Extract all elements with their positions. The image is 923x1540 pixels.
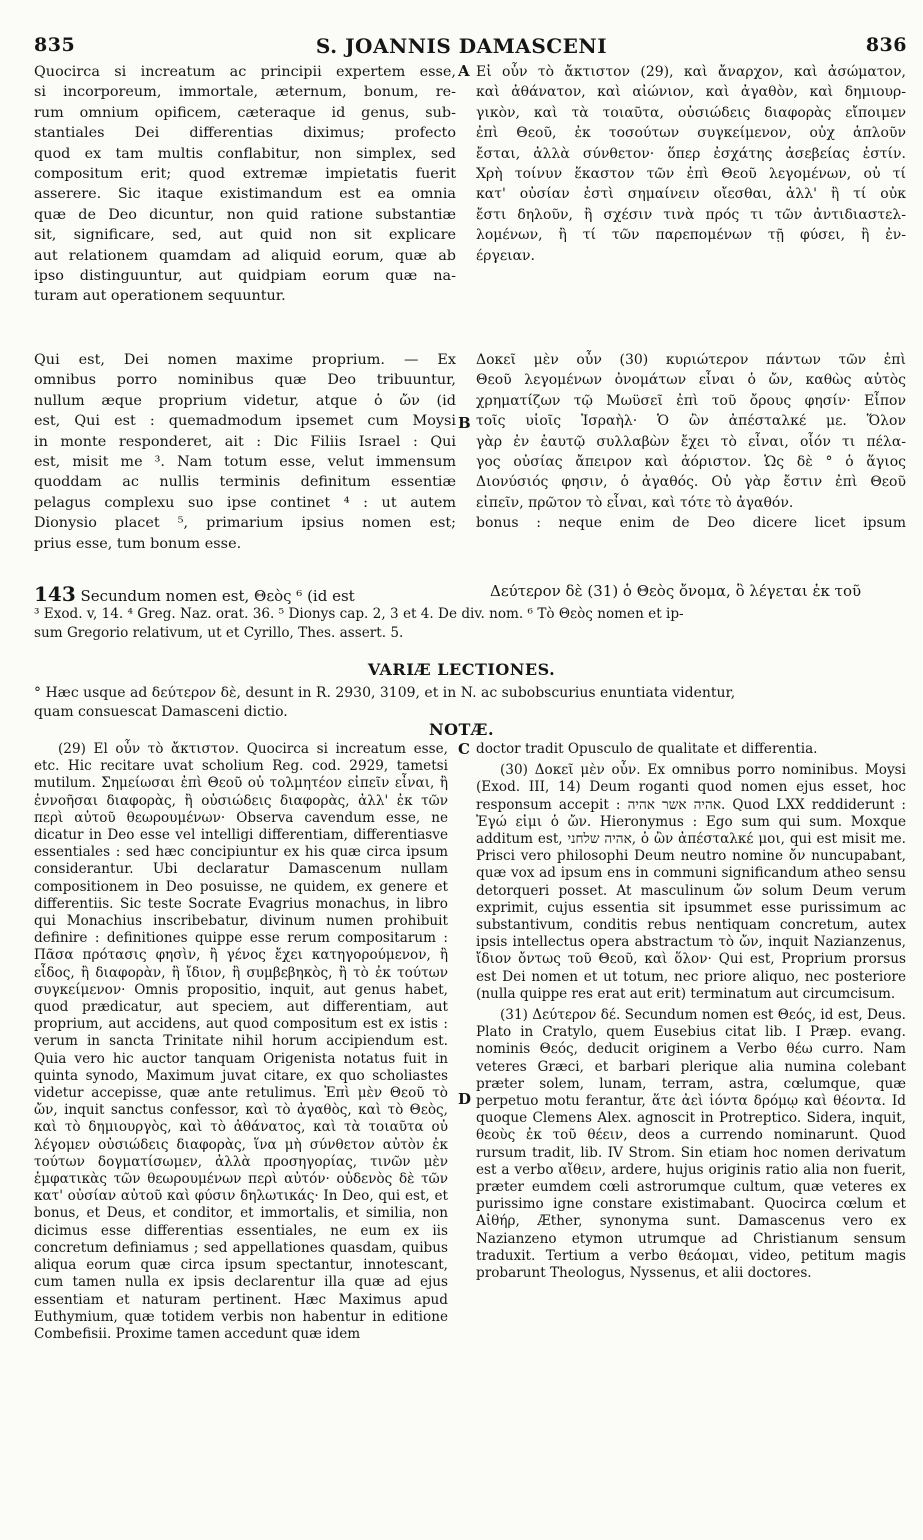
text-line: quoddam ac nullis terminis definitum essentiæ [34, 474, 456, 491]
text-line: εἰπεῖν, πρῶτον τὸ εἶναι, καὶ τότε τὸ ἀγαθόν. [476, 494, 794, 511]
text-line: ἔστι δηλοῦν, ἢ σχέσιν τινὰ πρός τι τῶν ἀντιδιαστελ- [476, 206, 906, 223]
text-line: Qui est, Dei nomen maxime proprium. — Ex [34, 352, 456, 368]
text-line: καὶ ἀθάνατον, καὶ αἰώνιον, καὶ ἀγαθὸν, καὶ δημιουρ- [476, 84, 906, 101]
text-line: γος οὐσίας ἄπειρον καὶ ἀόριστον. Ὡς δὲ ° ὁ ἅγιος [476, 454, 906, 471]
section-line-latin [34, 582, 355, 606]
margin-letter-a: A [458, 62, 470, 80]
latin-paragraph-2 [34, 350, 456, 554]
text-line: omnibus porro nominibus quæ Deo tribuuntur, [34, 372, 456, 389]
variae-lectiones [34, 684, 894, 722]
note-30: (30) Δοκεῖ μὲν οὖν. Ex omnibus porro nominibus. Moysi (Exod. III, 14) Deum roganti quod nomen ejus esset, hoc responsum accepit : אהיה אשר אהיה. Quod LXX reddiderunt : Ἐγώ εἰμι ὁ ὤν. Hieronymus : Ego sum qui sum. Moxque additum est, אהיה שלחני, ὁ ὢν ἀπέσταλκέ μοι, qui est misit me. Prisci vero philosophi Deum neutro nomine ὄν nuncupabant, quæ vox ad ipsum ens in communi significandum atheo sensu detorqueri posset. At masculinum ὤν solum Deum verum exprimit, cujus essentia sit ipsummet esse purissimum ac substantivum, conditis rebus nentiquam concretum, autex ipsis intellectus opera abstractum τὸ ὤν, inquit Nazianzenus, ἴδιον ὄντως τοῦ Θεοῦ, καὶ ὅλον· Qui est, Proprium prorsus est Dei nomen et ut totum, nec priore aliquo, nec posteriore (nulla quippe res erat aut erit) terminatum aut circumcisum. [476, 762, 906, 1002]
text-line: γικὸν, καὶ τὰ τοιαῦτα, οὐσιώδεις διαφορὰς εἴποιμεν [476, 104, 906, 121]
text-line: Quocirca si increatum ac principii expertem esse, [34, 64, 456, 80]
note-continuation: doctor tradit Opusculo de qualitate et differentia. [476, 741, 818, 757]
footnote-line: ³ Exod. v, 14. ⁴ Greg. Naz. orat. 36. ⁵ Dionys cap. 2, 3 et 4. De div. nom. ⁶ Τὸ Θεὸς nomen et ip- [34, 606, 684, 622]
text-line: stantiales Dei differentias diximus; profecto [34, 125, 456, 142]
greek-paragraph-1 [476, 62, 906, 266]
page-number-right: 836 [865, 34, 907, 56]
variae-heading: VARIÆ LECTIONES. [367, 660, 556, 679]
text-line: rum omnium opificem, cæteraque id genus, sub- [34, 104, 456, 121]
text-line: quod ex tam multis conflabitur, non simplex, sed [34, 145, 456, 162]
note-29: (29) El οὖν τὸ ἄκτιστον. Quocirca si increatum esse, etc. Hic recitare uvat scholium Reg. cod. 2929, tametsi mutilum. Σημείωσαι ἐπὶ Θεοῦ οὐ τολμητέον εἰπεῖν εἶναι, ἢ ἐννοῆσαι διαφορὰς, ἢ οὐσιώδεις διαφορὰς, ἀλλ' ἐκ τῶν περὶ αὐτοῦ θεωρουμένων· Observa cavendum esse, ne dicatur in Deo esse vel intelligi differentiam, differentiasve essentiales : sed hæc concipiuntur ex his quæ circa ipsum considerantur. Ubi declaratur Damascenum nullam compositionem in Deo posuisse, ne quidem, ex genere et differentiis. Sic teste Socrate Evagrius monachus, in libro qui Monachius inscribebatur, divinum numen prohibuit definire : definitiones quippe esse rerum compositarum : Πᾶσα πρότασις φησὶν, ἢ γένος ἔχει κατηγορούμενον, ἢ εἶδος, ἢ διαφορὰν, ἢ ἴδιον, ἢ συμβεβηκὸς, ἢ τὸ ἐκ τούτων συγκείμενον· Omnis propositio, inquit, aut genus habet, quod prædicatur, aut speciem, aut differentiam, aut proprium, aut accidens, aut quod compositum est ex istis : verum in sancta Trinitate nihil horum accipiendum est. Quia vero hic auctor tanquam Origenista notatus fuit in quinta synodo, Maximum juvat citare, ex quo scholiastes videtur accepisse, quæ ante retulimus. Ἐπὶ μὲν Θεοῦ τὸ ὤν, inquit sanctus confessor, καὶ τὸ ἀγαθὸς, καὶ τὸ Θεὸς, καὶ τὸ δημιουργὸς, καὶ τὸ ἀθάνατος, καὶ τὰ τοιαῦτα οὐ λέγομεν οὐσιώδεις διαφορὰς, ἵνα μὴ σύνθετον αὐτὸν ἐκ τούτων δογματίσωμεν, ἀλλὰ προσηγορίας, τινῶν μὲν ἐμφατικὰς τῶν θεωρουμένων περὶ αὐτόν· οὐδενὸς δὲ τῶν κατ' οὐσίαν αὐτοῦ καὶ φύσιν δηλωτικάς· In Deo, qui est, et bonus, et Deus, et conditor, et immortalis, et similia, non dicimus esse differentias essentiales, ne eum ex iis concretum definiamus ; sed appellationes quasdam, quibus aliqua eorum quæ circa ipsum spectantur, innotescant, cum tamen nulla ex ipsis declarentur illa quæ ad ejus essentiam et naturam pertinent. Hæc Maximus apud Euthymium, quæ totidem verbis non habentur in editione Combefisii. Proxime tamen accedunt quæ idem [34, 741, 448, 1342]
text-line: est, Qui est : quemadmodum ipsemet cum Moysi [34, 413, 456, 430]
text-line: est, misit me ³. Nam totum esse, velut immensum [34, 454, 456, 471]
section-number: 143 [34, 582, 76, 606]
text-line: asserere. Sic itaque existimandum est ea omnia [34, 186, 456, 203]
text-line: compositum erit; quod extremæ impietatis fuerit [34, 166, 456, 183]
margin-letter-d: D [458, 1090, 472, 1108]
text-line: si incorporeum, immortale, æternum, bonum, re- [34, 84, 456, 101]
variant-line: quam consuescat Damasceni dictio. [34, 704, 288, 720]
text-line: έργειαν. [476, 247, 536, 264]
text-line: aut relationem quamdam ad aliquid eorum, quæ ab [34, 247, 456, 264]
section-line-greek: Δεύτερον δὲ (31) ὁ Θεὸς ὄνομα, ὃ λέγεται ἐκ τοῦ [490, 582, 862, 600]
running-title: S. JOANNIS DAMASCENI [315, 34, 608, 58]
text-line: ipso distinguuntur, aut quidpiam eorum quæ na- [34, 268, 456, 285]
text-line: sit, significare, sed, aut quid non sit explicare [34, 227, 456, 244]
text-line: Dionysio placet ⁵, primarium ipsius nomen est; [34, 515, 456, 532]
notes-right-column [476, 741, 906, 1286]
text-line: ἐπὶ Θεοῦ, ἐκ τοσούτων συγκείμενον, οὐχ ἁπλοῦν [476, 125, 906, 142]
text-line: κατ' οὐσίαν ἐστὶ σημαίνειν οἴεσθαι, ἀλλ' ἢ τί οὐκ [476, 186, 906, 203]
text-line: χρηματίζων τῷ Μωϋσεῖ ἐπὶ τοῦ ὄρους φησίν· Εἶπον [476, 392, 906, 409]
footnotes [34, 605, 894, 643]
footnote-line: sum Gregorio relativum, ut et Cyrillo, Thes. assert. 5. [34, 625, 404, 641]
margin-letter-b: B [458, 414, 471, 432]
note-31: (31) Δεύτερον δέ. Secundum nomen est Θεός, id est, Deus. Plato in Cratylo, quem Eusebius citat lib. I Præp. evang. nominis Θεός, deducit originem a Verbo θέω curro. Nam veteres Græci, et barbari plerique alia numina colebant præter solem, lunam, terram, astra, cœlumque, quæ perpetuo motu ferantur, ἅτε ἀεὶ ἰόντα δρόμῳ καὶ θέοντα. Id quoque Clemens Alex. agnoscit in Protreptico. Sidera, inquit, θεοὺς ἐκ τοῦ θέειν, deos a currendo nominarunt. Quod rursum tradit, lib. IV Strom. Sin etiam hoc nomen derivatum est a verbo αἴθειν, ardere, hujus originis ratio alia non fuerit, præter eumdem cœli astrorumque cultum, quæ veteres ex purissimo igne constare existimabant. Quocirca cœlum et Αἰθήρ, Æther, synonyma sunt. Damascenus vero ex Nazianzeno etymon utrumque ad Christianum sensum traduxit. Tertium a verbo θεάομαι, video, petitum magis probarunt Theologus, Nyssenus, et alii doctores. [476, 1007, 906, 1282]
text-line: ἔσται, ἀλλὰ σύνθετον· ὅπερ ἐσχάτης ἀσεβείας ἐστίν. [476, 145, 906, 162]
text-line: τοῖς υἱοῖς Ἰσραὴλ· Ὁ ὢν ἀπέσταλκέ με. Ὅλον [476, 413, 906, 430]
text-line: Εἰ οὖν τὸ ἄκτιστον (29), καὶ ἄναρχον, καὶ ἀσώματον, [476, 64, 906, 80]
variant-line: ° Hæc usque ad δεύτερον δὲ, desunt in R. 2930, 3109, et in N. ac subobscurius enuntiata videntur, [34, 685, 736, 701]
text-line: Χρὴ τοίνυν ἕκαστον τῶν ἐπὶ Θεοῦ λεγομένων, οὐ τί [476, 166, 906, 183]
text-line: in monte responderet, ait : Dic Filiis Israel : Qui [34, 433, 456, 450]
text-line: Θεοῦ λεγομένων ὀνομάτων εἶναι ὁ ὤν, καθὼς αὐτὸς [476, 372, 906, 389]
text-line: quæ de Deo dicuntur, non quid ratione substantiæ [34, 206, 456, 223]
text-line: λομένων, ἢ τί τῶν παρεπομένων τῇ φύσει, ἢ ἐν- [476, 227, 906, 244]
section-latin-text: Secundum nomen est, Θεὸς ⁶ (id est [80, 587, 355, 605]
text-line: turam aut operationem sequuntur. [34, 288, 286, 305]
notes-left-column [34, 741, 448, 1347]
notae-heading: NOTÆ. [428, 720, 495, 739]
greek-paragraph-2 [476, 350, 906, 534]
page-number-left: 835 [34, 34, 76, 56]
text-line: γὰρ ἐν ἑαυτῷ συλλαβὼν ἔχει τὸ εἶναι, οἷόν τι πέλα- [476, 433, 906, 450]
text-line: pelagus complexu suo ipse continet ⁴ : ut autem [34, 494, 456, 511]
text-line: Διονύσιός φησιν, ὁ ἀγαθός. Οὐ γὰρ ἔστιν ἐπὶ Θεοῦ [476, 474, 906, 491]
bonus-line: bonus : neque enim de Deo dicere licet ipsum [476, 515, 906, 532]
text-line: Δοκεῖ μὲν οὖν (30) κυριώτερον πάντων τῶν ἐπὶ [476, 352, 906, 368]
latin-paragraph-1 [34, 62, 456, 307]
text-line: nullum æque proprium videtur, atque ὁ ὤν (id [34, 392, 456, 409]
margin-letter-c: C [458, 740, 470, 758]
text-line: prius esse, tum bonum esse. [34, 535, 242, 552]
